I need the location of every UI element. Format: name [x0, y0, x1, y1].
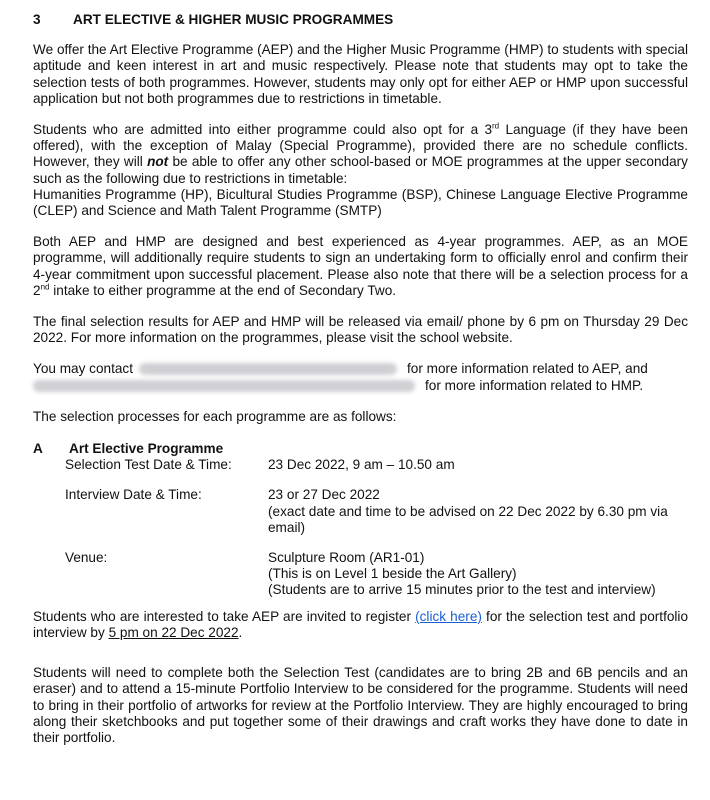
intro-paragraph: We offer the Art Elective Programme (AEP) and the Higher Music Programme (HMP) to students with special aptitude and keen interest in art and music respectively. Please note that students may opt to take the selection tests of both programmes. However, students may only opt for either AEP or HMP upon successful application but not both programmes due to restrictions in timetable. — [33, 42, 688, 106]
venue-label: Venue: — [65, 550, 108, 566]
commitment-paragraph — [33, 234, 688, 299]
interview-date-text: 23 or 27 Dec 2022 — [268, 487, 380, 503]
register-text-b: for the selection test and portfolio interview by — [33, 608, 689, 640]
heading-number: 3 — [33, 12, 41, 27]
programme-list: Humanities Programme (HP), Bicultural Studies Programme (BSP), Chinese Language Elective Programme (CLEP) and Science and Math Talent Programme (SMTP) — [33, 186, 688, 219]
heading-title: ART ELECTIVE & HIGHER MUSIC PROGRAMMES — [73, 12, 394, 27]
third-language-paragraph — [33, 122, 688, 219]
register-paragraph — [33, 609, 688, 641]
para2-text-a: Students who are admitted into either programme could also opt for a 3 — [33, 122, 493, 138]
contact-aep-suffix: for more information related to AEP, and — [407, 361, 648, 377]
test-date-value: 23 Dec 2022, 9 am – 10.50 am — [268, 457, 455, 473]
interview-date-value — [268, 487, 688, 536]
register-text-c: . — [238, 624, 243, 640]
venue-note: (This is on Level 1 beside the Art Gallery) — [268, 566, 517, 582]
contact-block — [33, 361, 688, 393]
contact-line-hmp — [33, 378, 688, 394]
para3-text-b: intake to either programme at the end of Secondary Two. — [49, 282, 397, 298]
selection-intro: The selection processes for each programme are as follows: — [33, 408, 397, 424]
register-deadline: 5 pm on 22 Dec 2022 — [108, 624, 239, 640]
interview-date-label: Interview Date & Time: — [65, 487, 202, 503]
venue-text: Sculpture Room (AR1-01) — [268, 550, 425, 566]
register-link[interactable]: (click here) — [415, 608, 482, 624]
redacted-contact-aep — [139, 363, 397, 375]
redacted-contact-hmp — [33, 380, 415, 392]
para3-sup: nd — [40, 282, 50, 292]
register-text-a: Students who are interested to take AEP are invited to register — [33, 608, 416, 624]
section-a-letter: A — [33, 441, 43, 457]
contact-prefix: You may contact — [33, 361, 134, 377]
section-a — [33, 441, 688, 609]
para3-text-a: Both AEP and HMP are designed and best experienced as 4-year programmes. AEP, as an MOE programme, will additionally require students to sign an undertaking form to officially enrol and confirm their 4-year commitment upon successful placement. Please also note that there will be a selection process for a 2 — [33, 234, 688, 298]
section-a-body — [65, 441, 688, 609]
venue-row — [65, 550, 688, 599]
test-date-label: Selection Test Date & Time: — [65, 457, 232, 473]
interview-date-note: (exact date and time to be advised on 22 Dec 2022 by 6.30 pm via email) — [268, 503, 668, 535]
contact-line-aep — [33, 361, 688, 377]
test-date-row — [65, 457, 688, 473]
section-heading — [33, 12, 688, 28]
venue-arrival-note: (Students are to arrive 15 minutes prior to the test and interview) — [268, 582, 656, 598]
results-paragraph: The final selection results for AEP and HMP will be released via email/ phone by 6 pm on Thursday 29 Dec 2022. For more information on the programmes, please visit the school website. — [33, 314, 688, 346]
section-a-title: Art Elective Programme — [69, 441, 224, 457]
para2-text-c: be able to offer any other school-based or MOE programmes at the upper secondary such as the following due to restrictions in timetable: — [33, 154, 688, 186]
contact-hmp-suffix: for more information related to HMP. — [425, 377, 644, 393]
para2-emphasis: not — [147, 154, 169, 170]
para2-sup: rd — [492, 121, 500, 131]
venue-value — [268, 550, 688, 599]
requirements-paragraph: Students will need to complete both the Selection Test (candidates are to bring 2B and 6B pencils and an eraser) and to attend a 15-minute Portfolio Interview to be considered for the programme. Students will need to bring in their portfolio of artworks for review at the Portfolio Interview. They are highly encouraged to bring along their sketchbooks and put together some of their drawings and craft works they have done to date in their portfolio. — [33, 665, 688, 745]
para2-text-b: Language (if they have been offered), with the exception of Malay (Special Programme), provided there are no schedule conflicts. However, they will — [33, 122, 688, 170]
interview-date-row — [65, 487, 688, 536]
